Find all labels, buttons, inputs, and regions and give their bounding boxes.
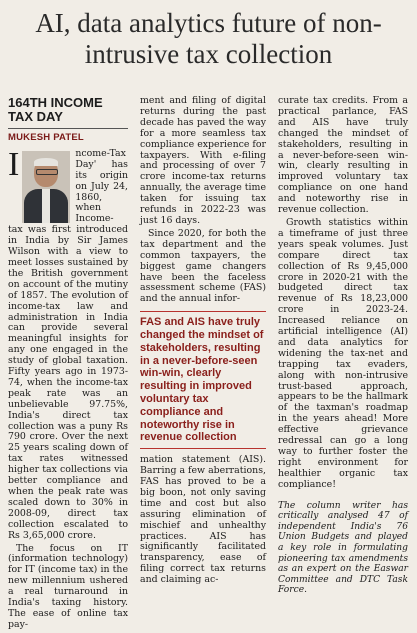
paragraph: The focus on IT (information technology) for IT (income tax) in the new millennium ushered a real turnaround in India's taxing history. The ease of online tax pay- bbox=[8, 542, 128, 630]
author-photo-icon bbox=[22, 151, 70, 223]
paragraph: curate tax credits. From a practical parlance, FAS and AIS have truly changed the mindset of stakeholders, resulting in a never-before-seen win-win, clearly resulting in improved voluntary tax compliance on one hand and noteworthy rise in revenue collection. bbox=[278, 95, 408, 216]
drop-cap: I bbox=[8, 145, 20, 183]
paragraph: mation statement (AIS). Barring a few aberrations, FAS has proved to be a big boon, not only saving time and cost but also assuring elimination of mischief and unhealthy practices. AIS has significantly facilitated transparency, ease of filing correct tax returns and claiming ac- bbox=[140, 454, 266, 586]
paragraph: Since 2020, for both the tax department and the common taxpayers, the biggest game changers have been the faceless assessment scheme (FAS) and the annual infor- bbox=[140, 227, 266, 305]
author-bio: The column writer has critically analysed 47 of independent India's 76 Union Budgets and played a key role in formulating pioneering tax amendments as an expert on the Easwar Committee and DTC Task Force. bbox=[278, 500, 408, 596]
paragraph-text: ncome-Tax Day' has its origin on July 24, 1860, when Income-tax was first introduced in India by Sir James Wilson with a view to meet losses sustained by the British government on account of the mutiny of 1857. The evolution of income-tax law and administration in India can provide several meaningful insights for any one engaged in the study of global taxation. Fifty years ago in 1973-74, when the income-tax peak rate was an unbelievable 97.75%, India's direct tax collection was a puny Rs 790 crore. Over the next 25 years scaling down of tax rates witnessed higher tax collections via better compliance and when the peak rate was scaled down to 30% in 2008-09, direct tax collection escalated to Rs 3,65,000 crore. bbox=[8, 147, 128, 541]
paragraph: Growth statistics within a timeframe of just three years speak volumes. Just compare direct tax collection of Rs 9,45,000 crore in 2020-21 with the budgeted direct tax revenue of Rs 18,23,000 crore in 2023-24. Increased reliance on artificial intelligence (AI) and data analytics for widening the tax-net and trapping tax evaders, along with non-intrusive trust-based approach, appears to be the hallmark of the taxman's roadmap in the years ahead! More effective grievance redressal can go a long way to further foster the right environment for healthier organic tax compliance! bbox=[278, 216, 408, 490]
author-byline: MUKESH PATEL bbox=[8, 132, 84, 143]
divider bbox=[8, 128, 128, 129]
section-kicker: 164TH INCOME TAX DAY bbox=[8, 95, 103, 124]
paragraph-intro bbox=[8, 145, 128, 542]
column-2 bbox=[140, 96, 266, 588]
article-headline: AI, data analytics future of non-intrusive tax collection bbox=[35, 8, 382, 69]
pull-quote: FAS and AIS have truly changed the mindset of stakeholders, resulting in a never-before-seen win-win, clearly resulting in improved voluntary tax compliance and noteworthy rise in revenue collection bbox=[140, 311, 266, 449]
column-3 bbox=[278, 96, 408, 598]
paragraph: ment and filing of digital returns during the past decade has paved the way for a more seamless tax compliance experience for taxpayers. With e-filing and processing of over 7 crore income-tax returns annually, the average time taken for issuing tax refunds in 2022-23 was just 16 days. bbox=[140, 95, 267, 226]
column-1 bbox=[8, 96, 128, 633]
